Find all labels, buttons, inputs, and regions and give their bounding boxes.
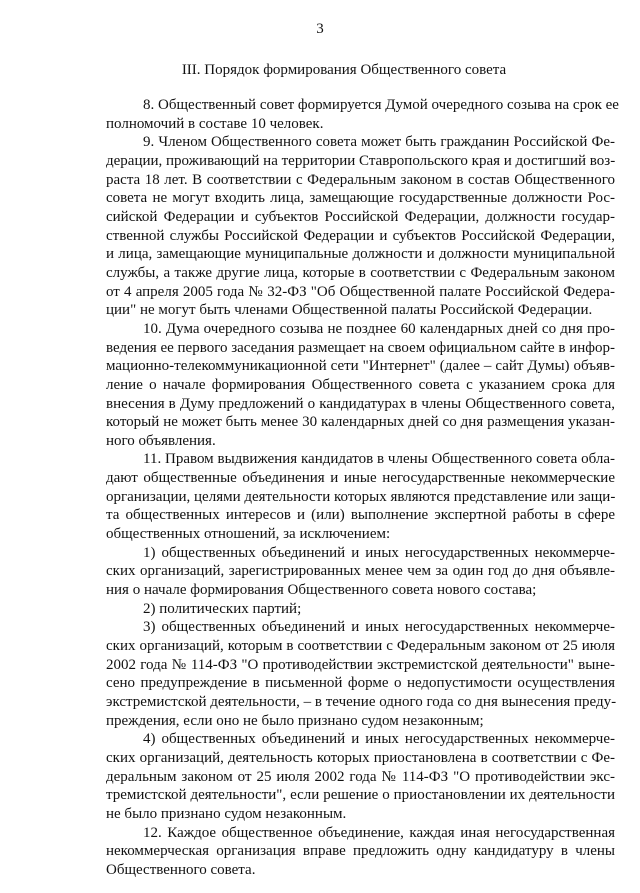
text-line: общественных отношений, за исключением: xyxy=(106,526,391,543)
text-line: ских организаций, деятельность которых приостановлена в соответствии с Фе- xyxy=(106,749,615,766)
paragraph-p11-4 xyxy=(106,730,615,823)
text-line: 10. Дума очередного созыва не позднее 60 календарных дней со дня про- xyxy=(143,320,615,337)
text-line: преждения, если оно не было признано судом незаконным; xyxy=(106,712,484,729)
text-line: 12. Каждое общественное объединение, каждая иная негосударственная xyxy=(143,824,615,841)
text-line: ного объявления. xyxy=(106,432,216,449)
text-line: 1) общественных объединений и иных негосударственных некоммерче- xyxy=(143,544,615,561)
paragraph-p8 xyxy=(106,96,619,133)
text-line: экстремистской деятельности, – в течение одного года со дня вынесения преду- xyxy=(106,694,617,710)
text-line: 4) общественных объединений и иных негосударственных некоммерче- xyxy=(143,731,615,748)
text-line: 3) общественных объединений и иных негосударственных некоммерче- xyxy=(143,619,615,636)
text-line: 2002 года № 114-ФЗ "О противодействии экстремистской деятельности" выне- xyxy=(106,656,615,673)
text-line: 11. Правом выдвижения кандидатов в члены Общественного совета обла- xyxy=(143,451,615,468)
text-line: ских организаций, которым в соответствии с Федеральным законом от 25 июля xyxy=(106,638,615,655)
text-line: мационно-телекоммуникационной сети "Интернет" (далее – сайт Думы) объяв- xyxy=(106,358,615,375)
text-line: ведения ее первого заседания размещает на своем официальном сайте в инфор- xyxy=(106,339,615,356)
section-heading: III. Порядок формирования Общественного совета xyxy=(181,62,507,78)
page-number: 3 xyxy=(316,21,324,37)
text-line: не было признано судом незаконным. xyxy=(106,805,347,822)
text-line: 2) политических партий; xyxy=(143,600,302,617)
text-line: 8. Общественный совет формируется Думой очередного созыва на срок ее xyxy=(143,97,619,113)
text-line: ских организаций, зарегистрированных менее чем за один год до дня объявле- xyxy=(106,563,615,580)
paragraph-p10 xyxy=(106,320,615,451)
text-line: 9. Членом Общественного совета может быть гражданин Российской Фе- xyxy=(143,134,615,151)
text-line: ции" не могут быть членами Общественной палаты Российской Федерации. xyxy=(106,302,593,319)
text-line: деральным законом от 25 июля 2002 года № 114-ФЗ "О противодействии экс- xyxy=(106,768,615,785)
text-line: та общественных интересов и (или) выполнение экспертной работы в сфере xyxy=(106,507,615,524)
text-line: ственной службы Российской Федерации и субъектов Российской Федерации, xyxy=(106,227,615,244)
text-line: полномочий в составе 10 человек. xyxy=(106,115,324,132)
text-line: ление о начале формирования Общественного совета с указанием срока для xyxy=(106,376,615,393)
text-line: ния о начале формирования Общественного совета нового состава; xyxy=(106,582,537,599)
paragraph-p11-2 xyxy=(106,600,615,619)
text-line: сено предупреждение в письменной форме о недопустимости осуществления xyxy=(106,675,615,692)
text-line: который не может быть менее 30 календарных дней со дня размещения указан- xyxy=(106,414,615,431)
paragraph-p9 xyxy=(106,133,615,320)
text-line: и лица, замещающие муниципальные должности и должности муниципальной xyxy=(106,246,615,263)
text-line: раста 18 лет. В соответствии с Федеральным законом в состав Общественного xyxy=(106,171,615,188)
text-line: совета не могут входить лица, замещающие государственные должности Рос- xyxy=(106,190,615,207)
text-line: организации, целями деятельности которых являются представление или защи- xyxy=(106,488,616,505)
text-line: внесения в Думу предложений о кандидатурах в члены Общественного совета, xyxy=(106,395,615,412)
text-line: от 4 апреля 2005 года № 32-ФЗ "Об Общественной палате Российской Федера- xyxy=(106,283,615,300)
paragraph-p12 xyxy=(106,824,615,880)
text-line: сийской Федерации и субъектов Российской Федерации, должности государ- xyxy=(106,208,615,225)
paragraph-p11 xyxy=(106,450,615,543)
text-line: службы, а также другие лица, которые в соответствии с Федеральным законом xyxy=(106,264,615,281)
text-line: дают общественные объединения и иные негосударственные некоммерческие xyxy=(106,470,615,487)
text-line: дерации, проживающий на территории Ставропольского края и достигший воз- xyxy=(106,152,616,169)
text-line: Общественного совета. xyxy=(106,861,256,878)
text-line: тремистской деятельности", если решение о приостановлении их деятельности xyxy=(106,787,615,804)
paragraph-p11-1 xyxy=(106,544,615,600)
document-body xyxy=(106,96,619,880)
text-line: некоммерческая организация вправе предложить одну кандидатуру в члены xyxy=(106,843,615,860)
paragraph-p11-3 xyxy=(106,618,615,730)
